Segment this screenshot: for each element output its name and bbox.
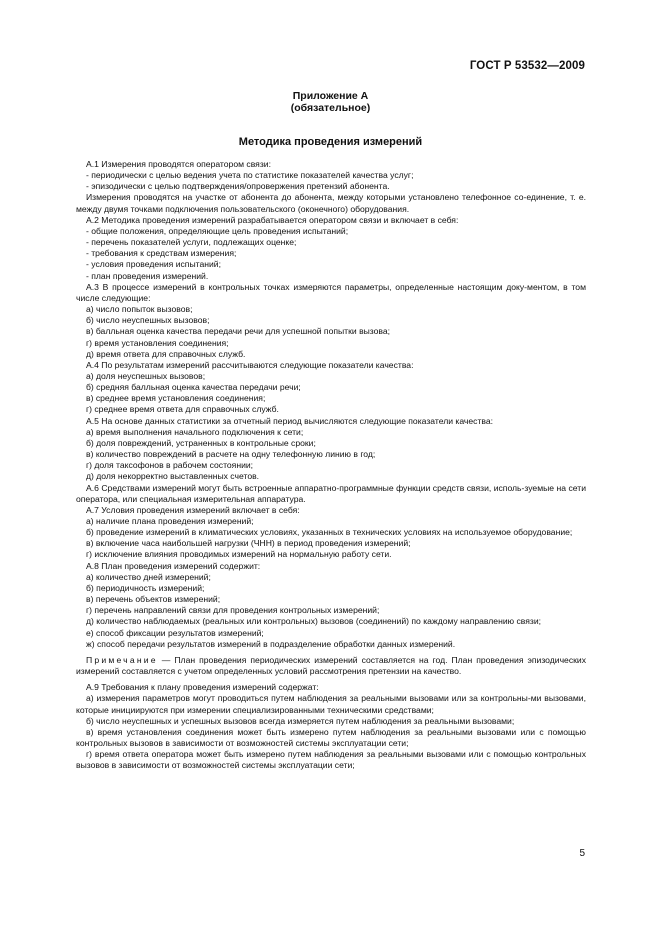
- text-paragraph: а) число попыток вызовов;: [86, 304, 193, 315]
- text-paragraph: в) включение часа наибольшей нагрузки (ЧНН) в период проведения измерений;: [86, 538, 411, 549]
- body-paragraphs-continued: [76, 682, 586, 771]
- text-paragraph: д) время ответа для справочных служб.: [86, 348, 246, 359]
- text-paragraph: в) время установления соединения может быть измерено путем наблюдения за реальными вызовами или с помощью контрольных вызовов в зависимости от возможностей системы эксплуатации сети;: [76, 726, 586, 748]
- text-paragraph: б) периодичность измерений;: [86, 582, 205, 593]
- section-title: Методика проведения измерений: [238, 136, 423, 148]
- appendix-heading: [0, 90, 661, 114]
- text-paragraph: - план проведения измерений.: [86, 270, 209, 281]
- text-paragraph: б) средняя балльная оценка качества передачи речи;: [86, 382, 301, 393]
- text-paragraph: Измерения проводятся на участке от абонента до абонента, между которыми установлено телефонное со-единение, т. е. между двумя точками подключения пользовательского (оконечного) оборудования.: [76, 192, 586, 214]
- text-paragraph: в) количество повреждений в расчете на одну телефонную линию в год;: [86, 449, 376, 460]
- text-paragraph: в) среднее время установления соединения;: [86, 393, 266, 404]
- text-paragraph: в) перечень объектов измерений;: [86, 594, 221, 605]
- text-paragraph: - условия проведения испытаний;: [86, 259, 221, 270]
- text-paragraph: A.4 По результатам измерений рассчитываются следующие показатели качества:: [86, 359, 414, 370]
- text-paragraph: б) доля повреждений, устраненных в контрольные сроки;: [86, 437, 316, 448]
- text-paragraph: - перечень показателей услуги, подлежащих оценке;: [86, 237, 297, 248]
- body-text: [76, 159, 586, 771]
- text-paragraph: г) исключение влияния проводимых измерений на нормальную работу сети.: [86, 549, 392, 560]
- appendix-title: Приложение А: [292, 90, 369, 102]
- note-text: — План проведения периодических измерений составляется на год. План проведения эпизодических измерений составляется с учетом определенных условий рассмотрения претензии на качество.: [76, 654, 586, 677]
- text-paragraph: г) время установления соединения;: [86, 337, 229, 348]
- text-paragraph: ж) способ передачи результатов измерений в подразделение обработки данных измерений.: [86, 638, 456, 649]
- text-paragraph: - эпизодически с целью подтверждения/опровержения претензий абонента.: [86, 181, 390, 192]
- note-label: Примечание: [86, 654, 158, 665]
- text-paragraph: A.7 Условия проведения измерений включает в себя:: [86, 504, 300, 515]
- text-paragraph: г) доля таксофонов в рабочем состоянии;: [86, 460, 254, 471]
- text-paragraph: а) время выполнения начального подключения к сети;: [86, 426, 304, 437]
- text-paragraph: - общие положения, определяющие цель проведения испытаний;: [86, 225, 349, 236]
- body-paragraphs: [76, 159, 586, 650]
- text-paragraph: A.8 План проведения измерений содержит:: [86, 560, 261, 571]
- text-paragraph: A.1 Измерения проводятся оператором связи:: [86, 159, 271, 169]
- text-paragraph: г) перечень направлений связи для проведения контрольных измерений;: [86, 605, 380, 616]
- document-id: ГОСТ Р 53532—2009: [469, 60, 585, 72]
- text-paragraph: а) количество дней измерений;: [86, 571, 211, 582]
- text-paragraph: A.9 Требования к плану проведения измерений содержат:: [86, 682, 319, 693]
- text-paragraph: - требования к средствам измерения;: [86, 248, 237, 259]
- appendix-status: (обязательное): [290, 102, 371, 114]
- text-paragraph: A.6 Средствами измерений могут быть встроенные аппаратно-программные функции средств связи, исполь-зуемые на сети оператора, или специальная измерительная аппаратура.: [76, 482, 586, 504]
- page-number: 5: [579, 848, 585, 859]
- text-paragraph: б) число неуспешных вызовов;: [86, 315, 210, 326]
- text-paragraph: д) количество наблюдаемых (реальных или контрольных) вызовов (соединений) по каждому направлению связи;: [86, 616, 542, 627]
- text-paragraph: г) среднее время ответа для справочных служб.: [86, 404, 279, 415]
- text-paragraph: A.2 Методика проведения измерений разрабатывается оператором связи и включает в себя:: [86, 214, 459, 225]
- text-paragraph: б) проведение измерений в климатических условиях, указанных в технических условиях на используемое оборудование;: [86, 527, 573, 538]
- text-paragraph: - периодически с целью ведения учета по статистике показателей качества услуг;: [86, 170, 414, 181]
- text-paragraph: б) число неуспешных и успешных вызовов всегда измеряется путем наблюдения за реальными вызовами;: [86, 715, 515, 726]
- text-paragraph: д) доля некорректно выставленных счетов.: [86, 471, 260, 482]
- text-paragraph: а) измерения параметров могут проводиться путем наблюдения за реальными вызовами или за контрольны-ми вызовами, которые инициируются при измерении специализированными техническими средствами;: [76, 693, 586, 715]
- text-paragraph: A.3 В процессе измерений в контрольных точках измеряются параметры, определенные настоящим доку-ментом, в том числе следующие:: [76, 281, 586, 303]
- note-paragraph: [76, 655, 586, 677]
- text-paragraph: г) время ответа оператора может быть измерено путем наблюдения за реальными вызовами или с помощью контрольных вызовов в зависимости от возможностей системы эксплуатации сети;: [76, 749, 586, 771]
- text-paragraph: A.5 На основе данных статистики за отчетный период вычисляются следующие показатели качества:: [86, 415, 494, 426]
- text-paragraph: а) доля неуспешных вызовов;: [86, 370, 206, 381]
- text-paragraph: в) балльная оценка качества передачи речи для успешной попытки вызова;: [86, 326, 391, 337]
- text-paragraph: е) способ фиксации результатов измерений;: [86, 627, 264, 638]
- text-paragraph: а) наличие плана проведения измерений;: [86, 516, 254, 526]
